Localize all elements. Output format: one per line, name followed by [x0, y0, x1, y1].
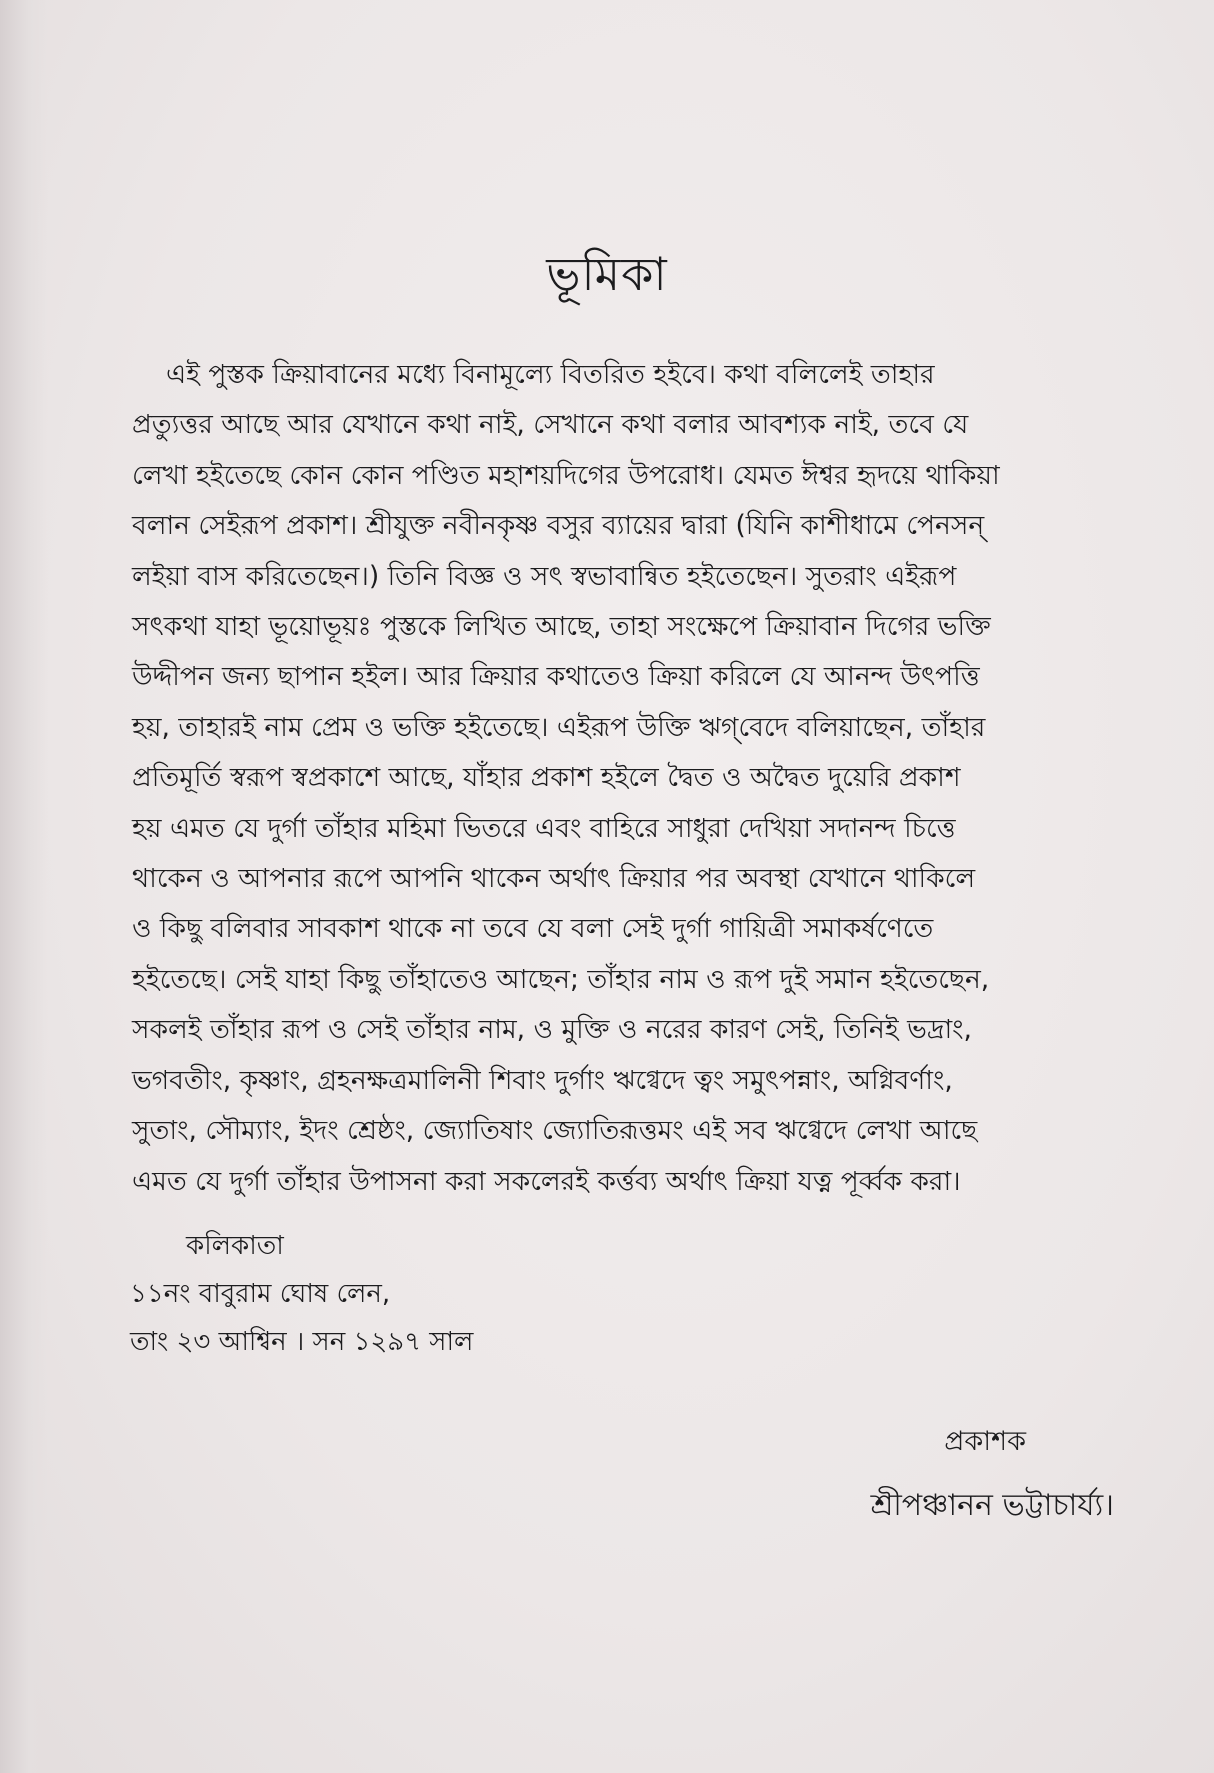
paragraph-line: ও কিছু বলিবার সাবকাশ থাকে না তবে যে বলা সেই দুর্গা গায়িত্রী সমাকর্ষণেতে	[132, 913, 934, 945]
paragraph-line: হয় এমত যে দুর্গা তাঁহার মহিমা ভিতরে এবং বাহিরে সাধুরা দেখিয়া সদানন্দ চিত্তে	[132, 812, 956, 844]
paragraph-line: সৎকথা যাহা ভূয়োভূয়ঃ পুস্তকে লিখিত আছে, তাহা সংক্ষেপে ক্রিয়াবান দিগের ভক্তি	[132, 611, 991, 643]
publisher-name: শ্রীপঞ্চানন ভট্টাচার্য্য।	[870, 1488, 1114, 1523]
address-street: ১১নং বাবুরাম ঘোষ লেন,	[130, 1279, 391, 1309]
paragraph-line: এমত যে দুর্গা তাঁহার উপাসনা করা সকলেরই কর্ত্তব্য অর্থাৎ ক্রিয়া যত্ন পূর্ব্বক করা।	[132, 1165, 961, 1197]
page-title: ভূমিকা	[546, 247, 668, 301]
publisher-block	[871, 1410, 1114, 1538]
paragraph-line: থাকেন ও আপনার রূপে আপনি থাকেন অর্থাৎ ক্রিয়ার পর অবস্থা যেখানে থাকিলে	[132, 863, 976, 895]
paragraph-line: বলান সেইরূপ প্রকাশ। শ্রীযুক্ত নবীনকৃষ্ণ বসুর ব্যায়ের দ্বারা (যিনি কাশীধামে পেনসন্	[132, 510, 985, 542]
address-date: তাং ২৩ আশ্বিন । সন ১২৯৭ সাল	[130, 1327, 474, 1357]
paragraph-line: সকলই তাঁহার রূপ ও সেই তাঁহার নাম, ও মুক্তি ও নরের কারণ সেই, তিনিই ভদ্রাং,	[132, 1014, 972, 1046]
paragraph-line: ভগবতীং, কৃষ্ণাং, গ্রহনক্ষত্রমালিনী শিবাং দুর্গাং ঋগ্বেদে ত্বং সমুৎপন্নাং, অগ্নিবর্ণাং,	[132, 1064, 953, 1096]
paragraph-line: এই পুস্তক ক্রিয়াবানের মধ্যে বিনামূল্যে বিতরিত হইবে। কথা বলিলেই তাহার	[166, 359, 935, 390]
publisher-role: প্রকাশক	[944, 1426, 1026, 1457]
address-block	[130, 1222, 830, 1366]
paragraph-line: লেখা হইতেছে কোন কোন পণ্ডিত মহাশয়দিগের উপরোধ। যেমত ঈশ্বর হৃদয়ে থাকিয়া	[132, 459, 1000, 491]
paragraph-line: উদ্দীপন জন্য ছাপান হইল। আর ক্রিয়ার কথাতেও ক্রিয়া করিলে যে আনন্দ উৎপত্তি	[132, 661, 980, 693]
paragraph-line: প্রত্যুত্তর আছে আর যেখানে কথা নাই, সেখানে কথা বলার আবশ্যক নাই, তবে যে	[132, 409, 969, 441]
paragraph-line: প্রতিমূর্তি স্বরূপ স্বপ্রকাশে আছে, যাঁহার প্রকাশ হইলে দ্বৈত ও অদ্বৈত দুয়েরি প্রকাশ	[132, 762, 961, 794]
preface-paragraph	[132, 350, 1114, 1207]
address-city: কলিকাতা	[186, 1231, 284, 1261]
paragraph-line: সুতাং, সৌম্যাং, ইদং শ্রেষ্ঠং, জ্যোতিষাং জ্যোতিরূত্তমং এই সব ঋগ্বেদে লেখা আছে	[132, 1115, 978, 1147]
paragraph-line: লইয়া বাস করিতেছেন।) তিনি বিজ্ঞ ও সৎ স্বভাবান্বিত হইতেছেন। সুতরাং এইরূপ	[132, 560, 957, 592]
paragraph-line: হয়, তাহারই নাম প্রেম ও ভক্তি হইতেছে। এইরূপ উক্তি ঋগ্‌বেদে বলিয়াছেন, তাঁহার	[132, 711, 986, 743]
paragraph-line: হইতেছে। সেই যাহা কিছু তাঁহাতেও আছেন; তাঁহার নাম ও রূপ দুই সমান হইতেছেন,	[132, 963, 990, 995]
